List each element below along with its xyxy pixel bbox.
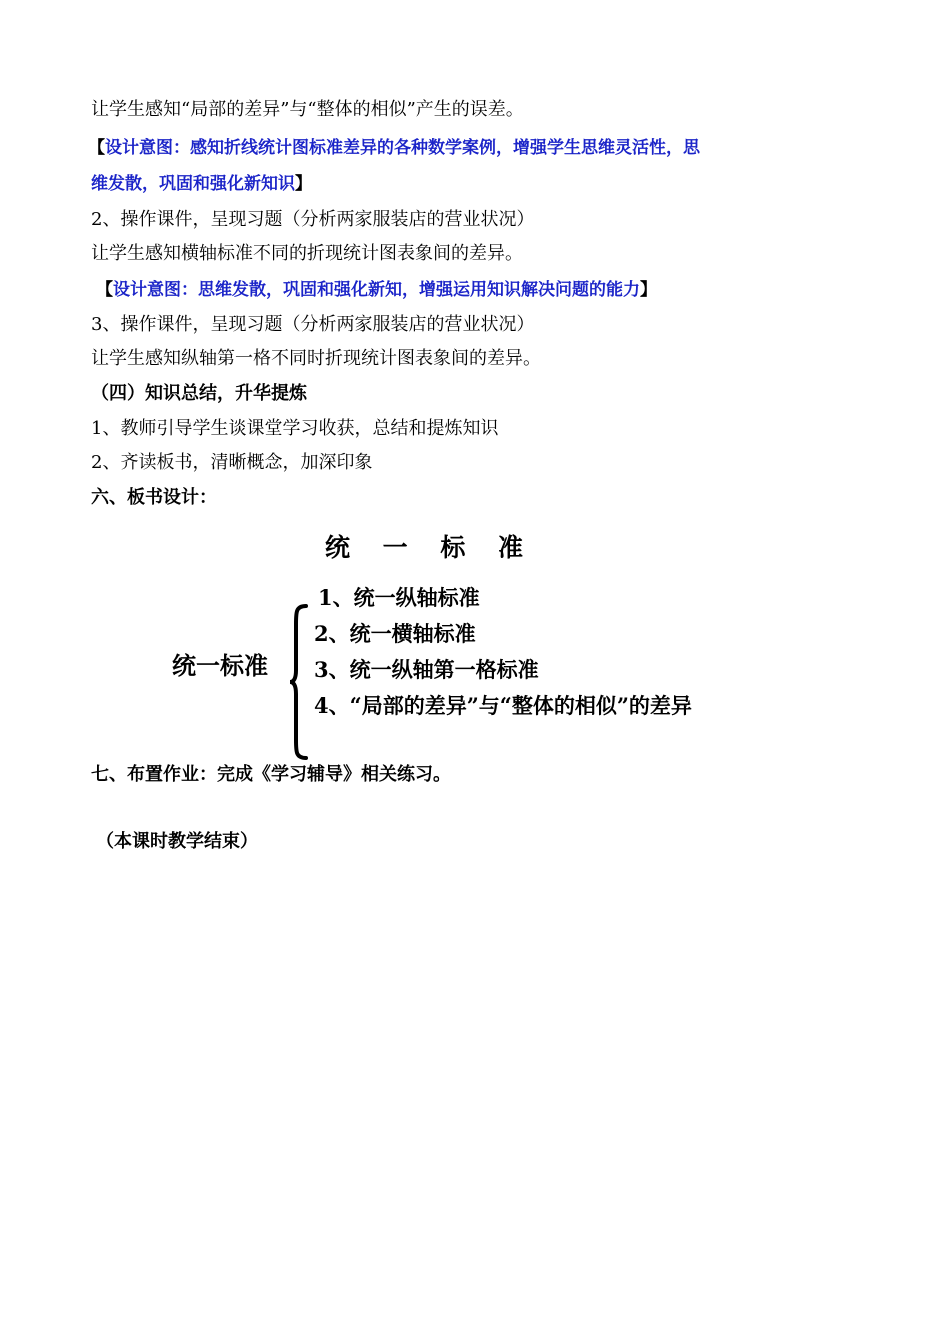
design-intent-1-cont <box>91 172 312 196</box>
paragraph-step-3: 3、操作课件，呈现习题（分析两家服装店的营业状况） <box>91 314 535 335</box>
design-intent-2-text: 设计意图：思维发散，巩固和强化新知，增强运用知识解决问题的能力 <box>113 280 640 300</box>
paragraph-perceive-difference: 让学生感知“局部的差异”与“整体的相似”产生的误差。 <box>91 99 524 120</box>
design-intent-2 <box>96 278 657 302</box>
bracket-open: 【 <box>96 280 113 300</box>
board-item-4: 4、“局部的差异”与“整体的相似”的差异 <box>314 693 692 718</box>
paragraph-horizontal-axis: 让学生感知横轴标准不同的折现统计图表象间的差异。 <box>91 243 523 264</box>
board-title: 统 一 标 准 <box>324 533 536 562</box>
board-item-2: 2、统一横轴标准 <box>314 621 476 646</box>
bracket-open: 【 <box>88 138 105 158</box>
paragraph-summary-1: 1、教师引导学生谈课堂学习收获，总结和提炼知识 <box>91 418 499 439</box>
design-intent-1-text-a: 设计意图：感知折线统计图标准差异的各种数学案例，增强学生思维灵活性，思 <box>105 138 700 158</box>
design-intent-1 <box>88 136 700 160</box>
homework-assignment: 七、布置作业：完成《学习辅导》相关练习。 <box>91 764 451 785</box>
board-item-3: 3、统一纵轴第一格标准 <box>314 657 539 682</box>
paragraph-vertical-axis: 让学生感知纵轴第一格不同时折现统计图表象间的差异。 <box>91 348 541 369</box>
lesson-end-note: （本课时教学结束） <box>96 831 258 852</box>
section-heading-board-design: 六、板书设计： <box>91 487 217 508</box>
paragraph-step-2: 2、操作课件，呈现习题（分析两家服装店的营业状况） <box>91 209 535 230</box>
curly-brace-icon <box>288 604 310 760</box>
bracket-close: 】 <box>640 280 657 300</box>
bracket-close: 】 <box>295 174 312 194</box>
paragraph-summary-2: 2、齐读板书，清晰概念，加深印象 <box>91 452 373 473</box>
board-left-label: 统一标准 <box>172 651 268 680</box>
section-heading-summary: （四）知识总结，升华提炼 <box>91 383 307 404</box>
board-item-1: 1、统一纵轴标准 <box>318 585 480 610</box>
design-intent-1-text-b: 维发散，巩固和强化新知识 <box>91 174 295 194</box>
